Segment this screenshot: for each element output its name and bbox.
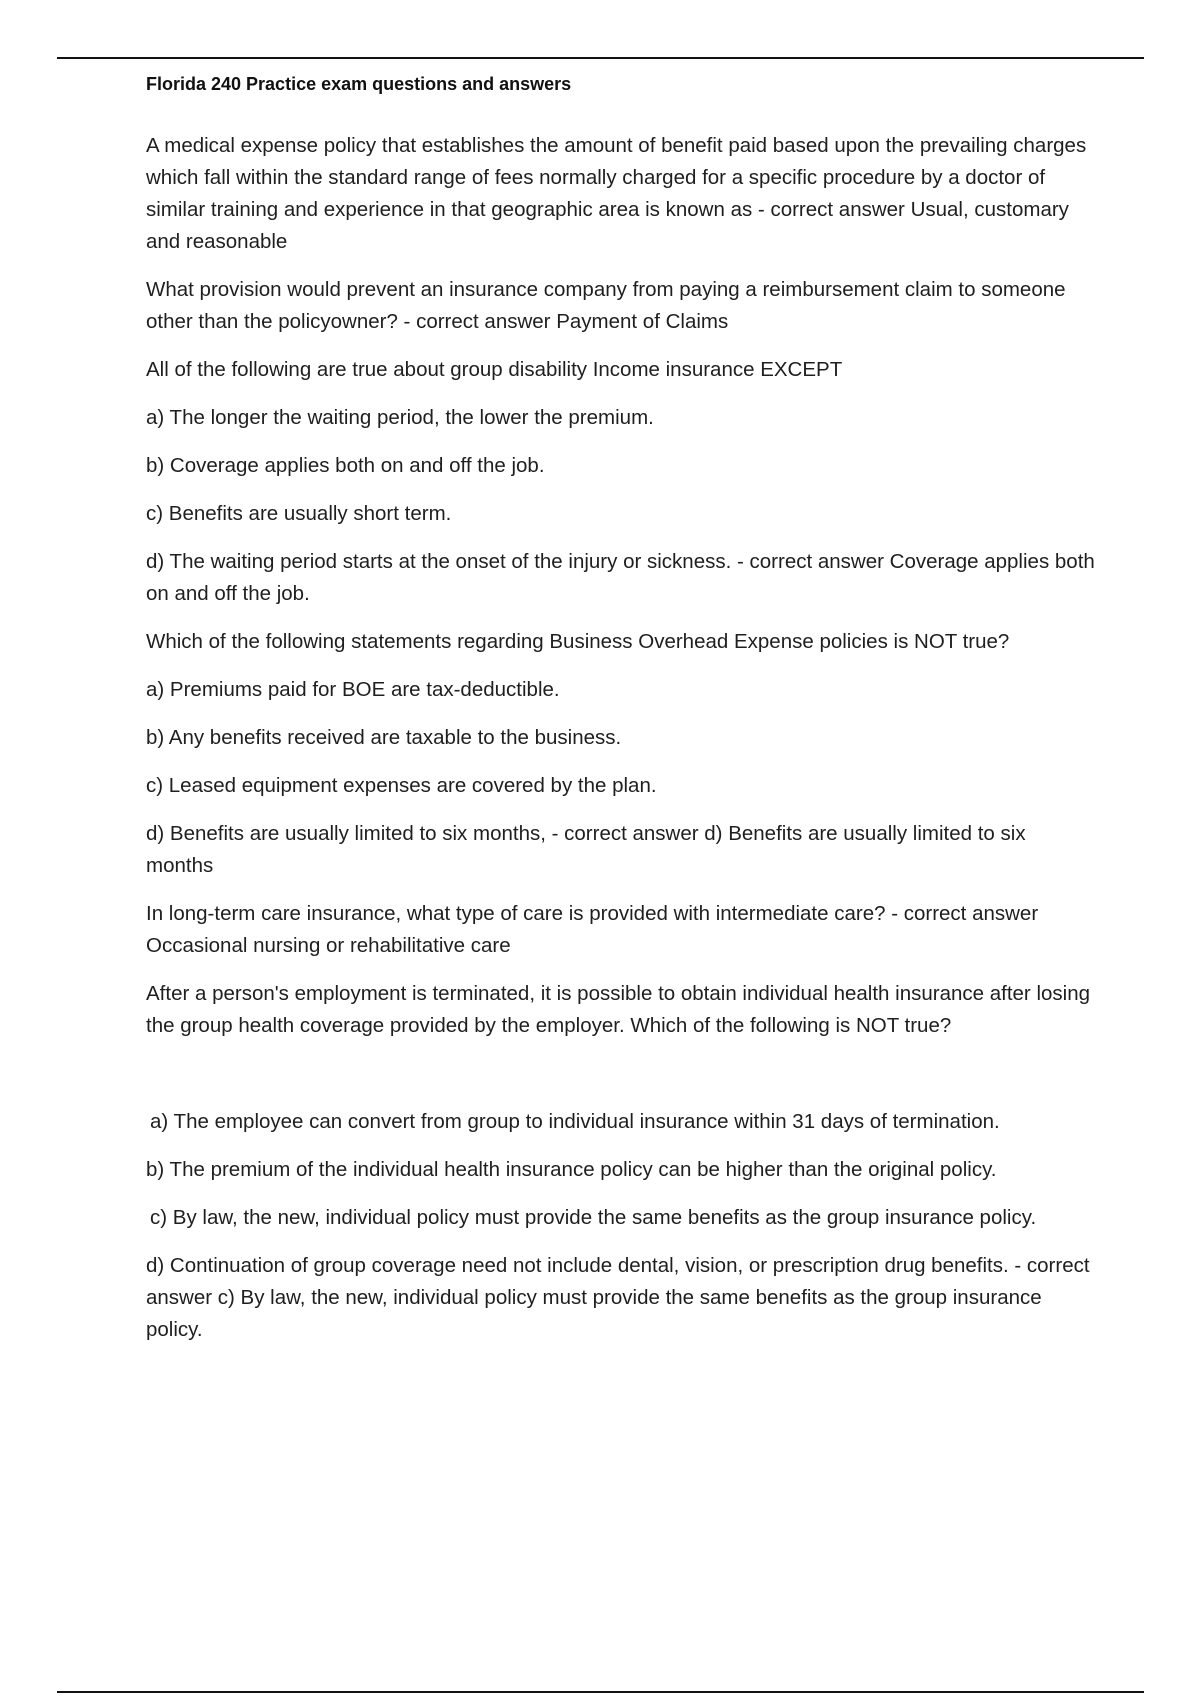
- answer-option: d) Benefits are usually limited to six months, - correct answer d) Benefits are usually limited to six months: [146, 822, 1026, 877]
- document-title: Florida 240 Practice exam questions and answers: [146, 74, 572, 94]
- answer-option: c) Benefits are usually short term.: [146, 502, 452, 525]
- top-rule: [57, 57, 1144, 59]
- question-paragraph: A medical expense policy that establishes the amount of benefit paid based upon the prevailing charges which fall within the standard range of fees normally charged for a specific procedure by a doctor of similar training and experience in that geographic area is known as - correct answer Usual, customary and reasonable: [146, 134, 1087, 253]
- answer-option: d) Continuation of group coverage need not include dental, vision, or prescription drug benefits. - correct answer c) By law, the new, individual policy must provide the same benefits as the group insurance policy.: [146, 1254, 1090, 1341]
- answer-option: d) The waiting period starts at the onset of the injury or sickness. - correct answer Coverage applies both on and off the job.: [146, 550, 1095, 605]
- answer-option: a) The employee can convert from group to individual insurance within 31 days of termination.: [150, 1110, 1000, 1133]
- question-paragraph: All of the following are true about group disability Income insurance EXCEPT: [146, 358, 843, 381]
- answer-option: c) By law, the new, individual policy must provide the same benefits as the group insurance policy.: [150, 1206, 1037, 1229]
- question-paragraph: Which of the following statements regarding Business Overhead Expense policies is NOT true?: [146, 630, 1010, 653]
- bottom-rule: [57, 1691, 1144, 1693]
- question-paragraph: What provision would prevent an insurance company from paying a reimbursement claim to someone other than the policyowner? - correct answer Payment of Claims: [146, 278, 1066, 333]
- answer-option: b) Any benefits received are taxable to the business.: [146, 726, 622, 749]
- answer-option: b) The premium of the individual health insurance policy can be higher than the original policy.: [146, 1158, 997, 1181]
- question-paragraph: In long-term care insurance, what type of care is provided with intermediate care? - correct answer Occasional nursing or rehabilitative care: [146, 902, 1039, 957]
- answer-option: b) Coverage applies both on and off the job.: [146, 454, 545, 477]
- question-paragraph: After a person's employment is terminated, it is possible to obtain individual health insurance after losing the group health coverage provided by the employer. Which of the following is NOT true?: [146, 982, 1091, 1037]
- answer-option: a) The longer the waiting period, the lower the premium.: [146, 406, 654, 429]
- answer-option: c) Leased equipment expenses are covered by the plan.: [146, 774, 657, 797]
- answer-option: a) Premiums paid for BOE are tax-deductible.: [146, 678, 560, 701]
- document-body: [146, 72, 1096, 1362]
